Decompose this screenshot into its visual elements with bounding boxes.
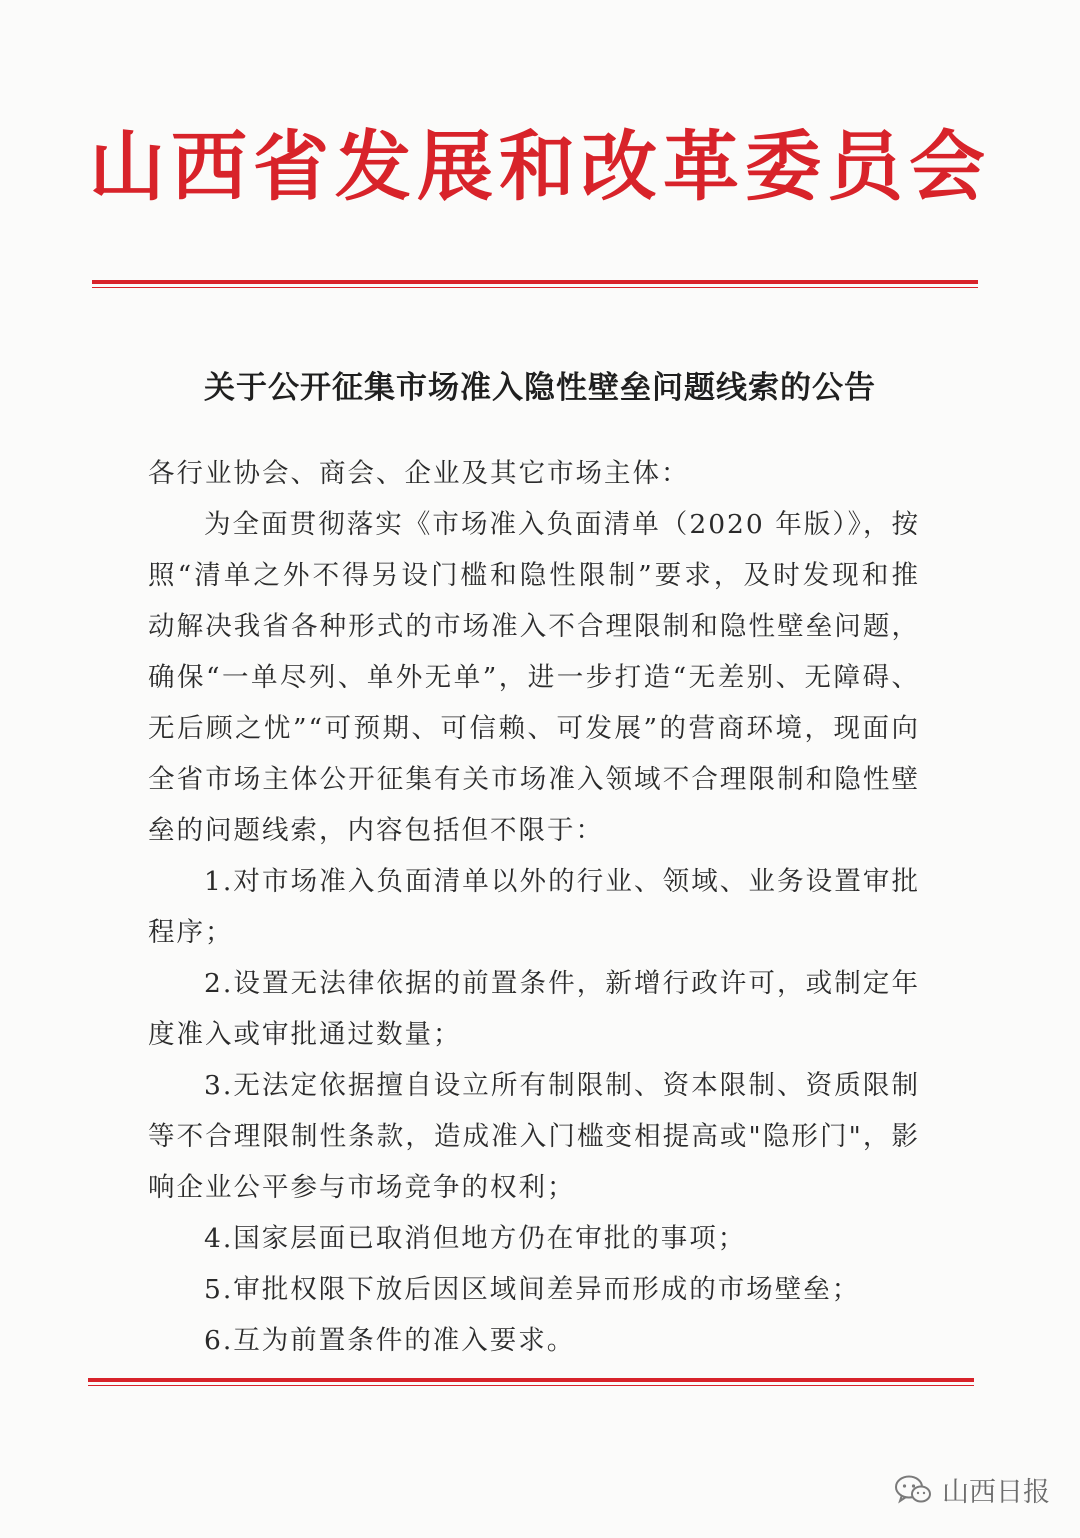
intro-paragraph: 为全面贯彻落实《市场准入负面清单（2020 年版）》，按照“清单之外不得另设门槛和隐性限制”要求，及时发现和推动解决我省各种形式的市场准入不合理限制和隐性壁垒问题，确保“一单尽列、单外无单”，进一步打造“无差别、无障碍、无后顾之忧”“可预期、可信赖、可发展”的营商环境，现面向全省市场主体公开征集有关市场准入领域不合理限制和隐性壁垒的问题线索，内容包括但不限于： bbox=[148, 509, 920, 846]
list-item: 3.无法定依据擅自设立所有制限制、资本限制、资质限制等不合理限制性条款，造成准入门槛变相提高或"隐形门"，影响企业公平参与市场竞争的权利； bbox=[148, 1070, 920, 1203]
list-item: 4.国家层面已取消但地方仍在审批的事项； bbox=[204, 1223, 747, 1254]
list-item: 5.审批权限下放后因区域间差异而形成的市场壁垒； bbox=[204, 1274, 861, 1305]
footer-red-rule bbox=[88, 1378, 974, 1386]
list-item: 6.互为前置条件的准入要求。 bbox=[204, 1325, 576, 1356]
header-red-rule bbox=[92, 280, 978, 288]
document-title: 关于公开征集市场准入隐性壁垒问题线索的公告 bbox=[204, 370, 876, 406]
wechat-icon bbox=[894, 1474, 932, 1506]
document-body bbox=[148, 448, 920, 1366]
list-item: 1.对市场准入负面清单以外的行业、领域、业务设置审批程序； bbox=[148, 866, 920, 948]
list-item: 2.设置无法律依据的前置条件，新增行政许可，或制定年度准入或审批通过数量； bbox=[148, 968, 920, 1050]
salutation: 各行业协会、商会、企业及其它市场主体： bbox=[148, 458, 690, 489]
source-watermark bbox=[894, 1470, 1050, 1509]
watermark-label: 山西日报 bbox=[942, 1477, 1050, 1508]
organization-masthead: 山西省发展和改革委员会 bbox=[89, 122, 991, 211]
